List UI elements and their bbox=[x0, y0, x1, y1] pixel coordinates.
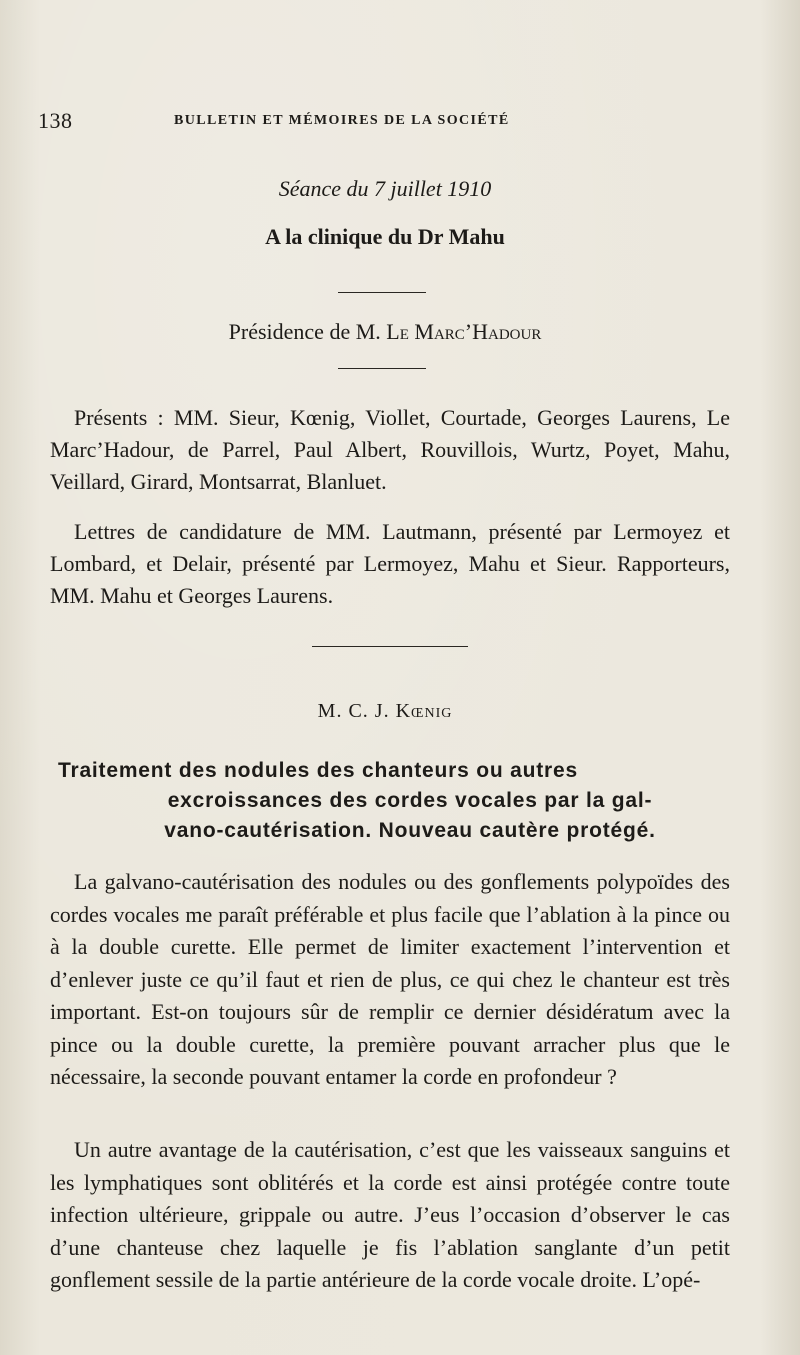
candidature-paragraph: Lettres de candidature de MM. Lautmann, présenté par Lermoyez et Lombard, et Delair, présenté par Lermoyez, Mahu et Sieur. Rapporteurs, MM. Mahu et Georges Laurens. bbox=[50, 519, 730, 608]
attendees-paragraph: Présents : MM. Sieur, Kœnig, Viollet, Courtade, Georges Laurens, Le Marc’Hadour, de Parrel, Paul Albert, Rouvillois, Wurtz, Poyet, Mahu, Veillard, Girard, Montsarrat, Blanluet. bbox=[50, 405, 730, 494]
session-location bbox=[40, 224, 730, 250]
divider-rule bbox=[338, 292, 426, 293]
article-paragraph: La galvano-cautérisation des nodules ou des gonflements polypoïdes des cordes vocales me paraît préférable et plus facile que l’ablation à la pince ou à la double curette. Elle permet de limiter exactement l’intervention et d’enlever juste ce qu’il faut et rien de plus, ce qui chez le chanteur est très important. Est-on toujours sûr de remplir ce dernier désidératum avec la pince ou la double curette, la première pouvant arracher plus que le nécessaire, la seconde pouvant entamer la corde en profondeur ? bbox=[50, 869, 730, 1089]
page-number: 138 bbox=[38, 108, 73, 133]
article-paragraph: Un autre avantage de la cautérisation, c’est que les vaisseaux sanguins et les lymphatiques sont oblitérés et la corde est ainsi protégée contre toute infection ultérieure, grippale ou autre. J’eus l’occasion d’observer le cas d’une chanteuse chez laquelle je fis l’ablation sanglante d’un petit gonflement sessile de la partie antérieure de la corde vocale droite. L’opé- bbox=[50, 1137, 730, 1292]
running-head: BULLETIN ET MÉMOIRES DE LA SOCIÉTÉ bbox=[174, 113, 510, 128]
session-location-text: A la clinique du Dr Mahu bbox=[265, 224, 505, 249]
presidence-prefix: Présidence de M. bbox=[228, 319, 387, 344]
page-header bbox=[38, 108, 728, 138]
article-title bbox=[58, 756, 738, 846]
presidence-name: Le Marc’Hadour bbox=[386, 319, 542, 344]
article-author: M. C. J. Kœnig bbox=[317, 700, 453, 722]
divider-rule bbox=[312, 646, 468, 647]
article-title-line: vano-cautérisation. Nouveau cautère protégé. bbox=[164, 819, 656, 842]
presidence-line bbox=[40, 319, 730, 345]
article-title-line: Traitement des nodules des chanteurs ou autres bbox=[58, 759, 578, 782]
article-title-line: excroissances des cordes vocales par la gal- bbox=[167, 789, 653, 812]
session-date: Séance du 7 juillet 1910 bbox=[278, 176, 492, 201]
divider-rule bbox=[338, 368, 426, 369]
